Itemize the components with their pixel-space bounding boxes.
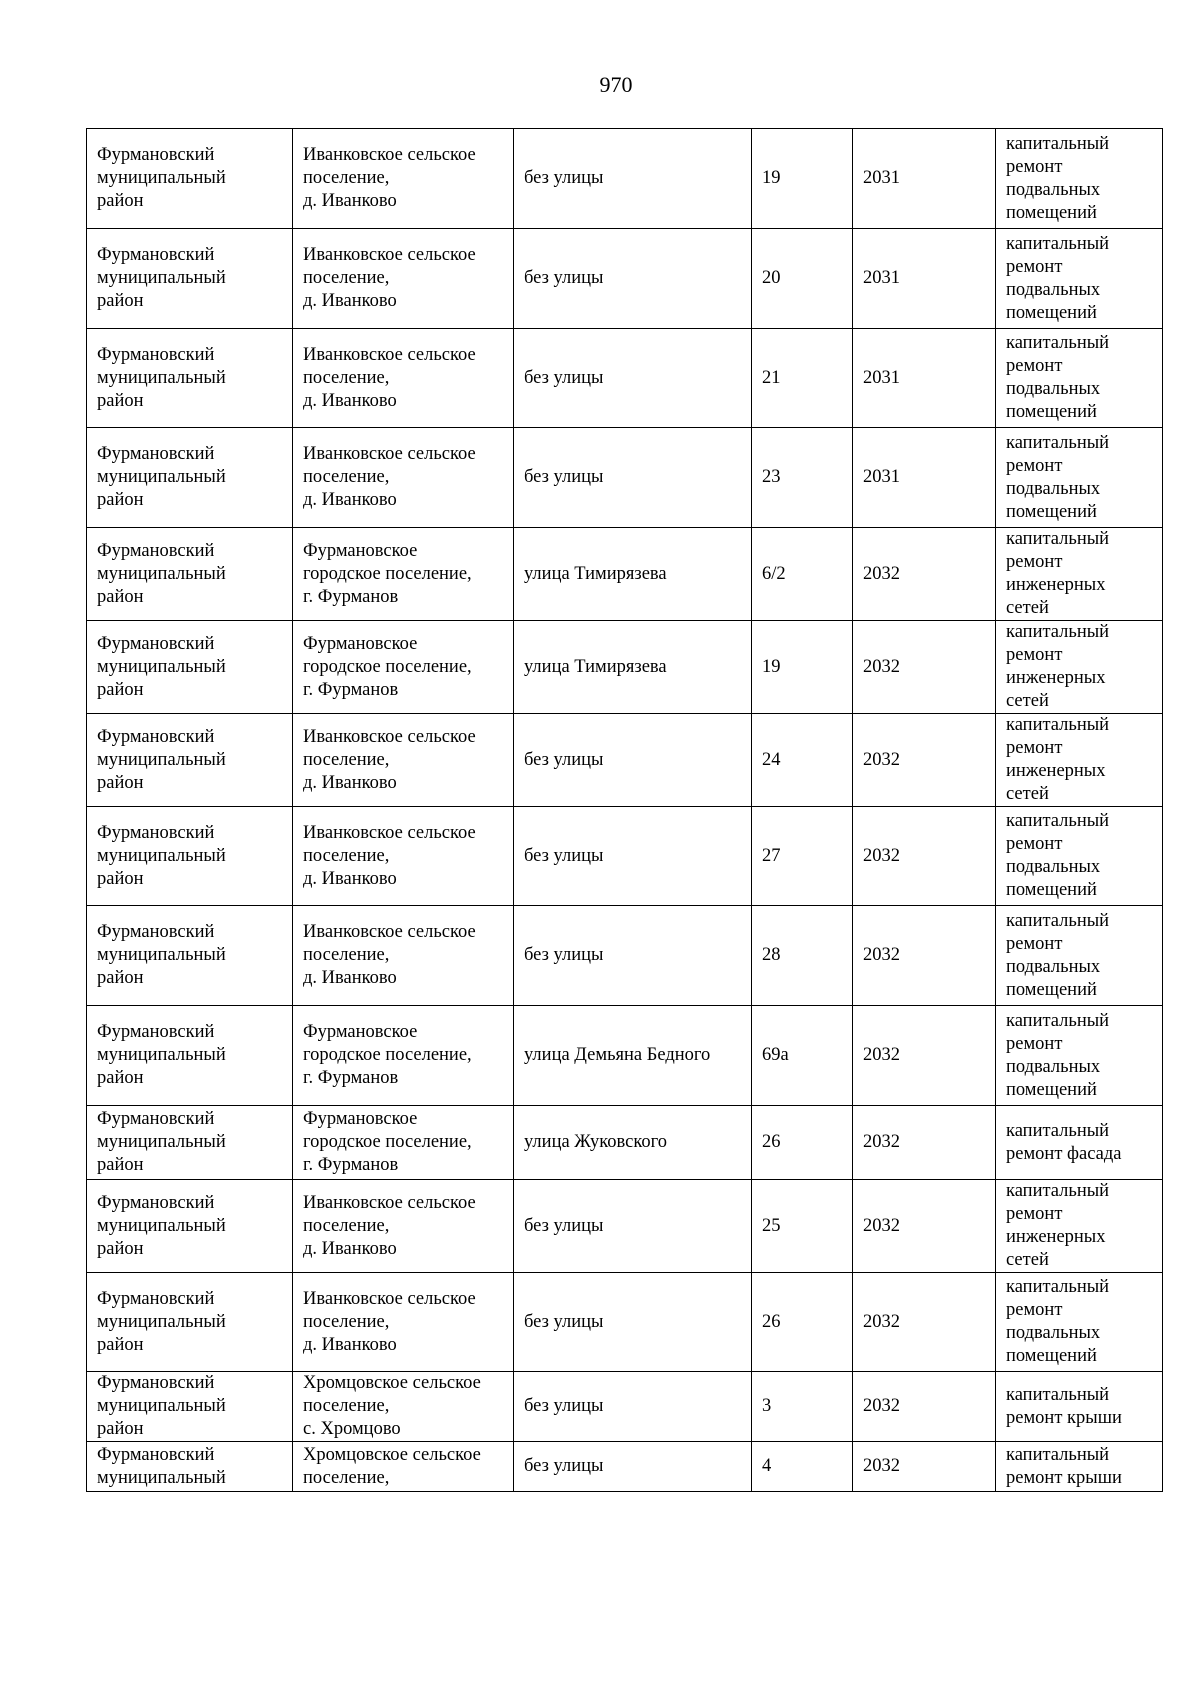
street-cell-text: без улицы (524, 367, 604, 388)
year-cell-text: 2032 (863, 1456, 900, 1476)
settlement-cell-text: Иванковское сельское поселение, д. Иванково (303, 1288, 476, 1355)
house-number-cell (752, 129, 853, 229)
street-cell-text: без улицы (524, 168, 604, 188)
street-cell-text: без улицы (524, 1311, 604, 1332)
district-cell (87, 1106, 293, 1180)
district-cell (87, 906, 293, 1006)
year-cell-text: 2032 (863, 749, 900, 770)
work-type-cell-text: капитальный ремонт подвальных помещений (1006, 1010, 1110, 1100)
work-type-cell (996, 621, 1163, 714)
settlement-cell-text: Фурмановское городское поселение, г. Фурманов (303, 1109, 472, 1175)
year-cell-text: 2032 (863, 1132, 900, 1152)
settlement-cell-text: Хромцовское сельское поселение, с. Хромцово (303, 1373, 481, 1439)
year-cell (853, 428, 996, 528)
street-cell (514, 1372, 752, 1442)
year-cell (853, 1180, 996, 1273)
street-cell (514, 807, 752, 906)
settlement-cell (293, 129, 514, 229)
district-cell-text: Фурмановский муниципальный район (97, 726, 226, 793)
house-number-cell (752, 1273, 853, 1372)
work-type-cell-text: капитальный ремонт подвальных помещений (1006, 811, 1110, 900)
street-cell-text: без улицы (524, 1215, 604, 1236)
year-cell-text: 2032 (863, 945, 900, 965)
year-cell (853, 1442, 996, 1492)
settlement-cell-text: Иванковское сельское поселение, д. Иванково (303, 726, 476, 793)
house-number-cell (752, 229, 853, 329)
work-type-cell-text: капитальный ремонт подвальных помещений (1006, 333, 1110, 422)
house-number-cell-text: 4 (762, 1456, 772, 1476)
district-cell (87, 428, 293, 528)
house-number-cell (752, 1106, 853, 1180)
settlement-cell (293, 1442, 514, 1492)
house-number-cell-text: 3 (762, 1396, 772, 1416)
district-cell-text: Фурмановский муниципальный район (97, 540, 226, 607)
house-number-cell (752, 621, 853, 714)
district-cell-text: Фурмановский муниципальный район (97, 633, 226, 700)
year-cell (853, 1273, 996, 1372)
year-cell (853, 1106, 996, 1180)
work-type-cell-text: капитальный ремонт подвальных помещений (1006, 1277, 1110, 1366)
district-cell-text: Фурмановский муниципальный район (97, 822, 226, 889)
settlement-cell-text: Фурмановское городское поселение, г. Фурманов (303, 1022, 472, 1088)
year-cell (853, 621, 996, 714)
work-type-cell-text: капитальный ремонт инженерных сетей (1006, 622, 1110, 711)
house-number-cell-text: 23 (762, 467, 781, 487)
work-type-cell-text: капитальный ремонт подвальных помещений (1006, 910, 1110, 1000)
table-row (87, 1273, 1163, 1372)
year-cell (853, 714, 996, 807)
settlement-cell-text: Фурмановское городское поселение, г. Фурманов (303, 633, 472, 700)
street-cell-text: без улицы (524, 467, 604, 487)
year-cell-text: 2032 (863, 656, 900, 677)
street-cell (514, 906, 752, 1006)
house-number-cell (752, 1180, 853, 1273)
table-row (87, 229, 1163, 329)
page-number: 970 (599, 72, 633, 97)
settlement-cell-text: Иванковское сельское поселение, д. Иванково (303, 145, 476, 211)
table-row (87, 807, 1163, 906)
district-cell-text: Фурмановский муниципальный район (97, 922, 226, 988)
table-row (87, 428, 1163, 528)
year-cell-text: 2032 (863, 1311, 900, 1332)
house-number-cell (752, 329, 853, 428)
work-type-cell (996, 229, 1163, 329)
district-cell-text: Фурмановский муниципальный (97, 1444, 226, 1488)
settlement-cell-text: Иванковское сельское поселение, д. Иванково (303, 1192, 476, 1259)
settlement-cell (293, 229, 514, 329)
work-type-cell (996, 1106, 1163, 1180)
work-type-cell (996, 807, 1163, 906)
district-cell-text: Фурмановский муниципальный район (97, 1109, 226, 1175)
work-type-cell (996, 329, 1163, 428)
work-type-cell-text: капитальный ремонт инженерных сетей (1006, 715, 1110, 804)
work-type-cell-text: капитальный ремонт фасада (1006, 1120, 1122, 1164)
district-cell (87, 229, 293, 329)
house-number-cell-text: 20 (762, 268, 781, 288)
table-row (87, 714, 1163, 807)
street-cell (514, 1273, 752, 1372)
settlement-cell (293, 1180, 514, 1273)
work-type-cell (996, 528, 1163, 621)
year-cell-text: 2032 (863, 1215, 900, 1236)
settlement-cell (293, 1273, 514, 1372)
street-cell (514, 329, 752, 428)
house-number-cell-text: 25 (762, 1215, 781, 1236)
house-number-cell-text: 69а (762, 1045, 789, 1065)
work-type-cell (996, 1180, 1163, 1273)
street-cell-text: улица Демьяна Бедного (524, 1045, 711, 1065)
work-type-cell-text: капитальный ремонт подвальных помещений (1006, 133, 1110, 223)
work-type-cell (996, 1442, 1163, 1492)
settlement-cell (293, 621, 514, 714)
year-cell (853, 129, 996, 229)
house-number-cell-text: 19 (762, 168, 781, 188)
settlement-cell (293, 1372, 514, 1442)
house-number-cell (752, 428, 853, 528)
work-type-cell-text: капитальный ремонт инженерных сетей (1006, 529, 1110, 618)
year-cell (853, 906, 996, 1006)
district-cell (87, 1372, 293, 1442)
district-cell-text: Фурмановский муниципальный район (97, 344, 226, 411)
table-row (87, 621, 1163, 714)
table-row (87, 129, 1163, 229)
settlement-cell (293, 428, 514, 528)
year-cell-text: 2031 (863, 168, 900, 188)
settlement-cell (293, 528, 514, 621)
district-cell (87, 129, 293, 229)
year-cell-text: 2031 (863, 367, 900, 388)
work-type-cell (996, 1273, 1163, 1372)
table-row (87, 1180, 1163, 1273)
table-body (87, 129, 1163, 1492)
table-row (87, 906, 1163, 1006)
year-cell (853, 1006, 996, 1106)
district-cell-text: Фурмановский муниципальный район (97, 1373, 226, 1439)
year-cell-text: 2032 (863, 845, 900, 866)
district-cell (87, 1442, 293, 1492)
settlement-cell-text: Фурмановское городское поселение, г. Фурманов (303, 540, 472, 607)
year-cell-text: 2032 (863, 1396, 900, 1416)
house-number-cell-text: 24 (762, 749, 781, 770)
year-cell-text: 2032 (863, 1045, 900, 1065)
street-cell-text: без улицы (524, 845, 604, 866)
house-number-cell-text: 6/2 (762, 563, 786, 584)
house-number-cell (752, 1372, 853, 1442)
settlement-cell (293, 714, 514, 807)
settlement-cell (293, 1106, 514, 1180)
street-cell-text: улица Тимирязева (524, 563, 667, 584)
work-type-cell (996, 906, 1163, 1006)
table-row (87, 1372, 1163, 1442)
house-number-cell-text: 21 (762, 367, 781, 388)
work-type-cell (996, 428, 1163, 528)
street-cell-text: без улицы (524, 268, 604, 288)
work-type-cell (996, 714, 1163, 807)
house-number-cell-text: 26 (762, 1311, 781, 1332)
work-type-cell (996, 1006, 1163, 1106)
house-number-cell (752, 528, 853, 621)
table-row (87, 1442, 1163, 1492)
house-number-cell-text: 26 (762, 1132, 781, 1152)
year-cell-text: 2032 (863, 563, 900, 584)
street-cell (514, 129, 752, 229)
street-cell-text: без улицы (524, 1396, 604, 1416)
settlement-cell (293, 329, 514, 428)
street-cell (514, 714, 752, 807)
house-number-cell (752, 1006, 853, 1106)
street-cell-text: без улицы (524, 1456, 604, 1476)
housing-repair-table (86, 128, 1163, 1492)
year-cell (853, 528, 996, 621)
street-cell (514, 621, 752, 714)
street-cell (514, 528, 752, 621)
house-number-cell (752, 906, 853, 1006)
year-cell-text: 2031 (863, 467, 900, 487)
table-row (87, 1106, 1163, 1180)
district-cell (87, 528, 293, 621)
street-cell (514, 1442, 752, 1492)
street-cell-text: улица Тимирязева (524, 656, 667, 677)
district-cell (87, 807, 293, 906)
district-cell-text: Фурмановский муниципальный район (97, 1192, 226, 1259)
year-cell-text: 2031 (863, 268, 900, 288)
district-cell (87, 1006, 293, 1106)
district-cell-text: Фурмановский муниципальный район (97, 444, 226, 510)
street-cell (514, 428, 752, 528)
year-cell (853, 1372, 996, 1442)
house-number-cell (752, 1442, 853, 1492)
work-type-cell (996, 129, 1163, 229)
settlement-cell-text: Хромцовское сельское поселение, (303, 1444, 481, 1488)
district-cell-text: Фурмановский муниципальный район (97, 245, 226, 311)
work-type-cell-text: капитальный ремонт крыши (1006, 1384, 1122, 1428)
work-type-cell-text: капитальный ремонт инженерных сетей (1006, 1181, 1110, 1270)
settlement-cell-text: Иванковское сельское поселение, д. Иванково (303, 922, 476, 988)
house-number-cell-text: 27 (762, 845, 781, 866)
house-number-cell (752, 714, 853, 807)
year-cell (853, 229, 996, 329)
house-number-cell-text: 19 (762, 656, 781, 677)
settlement-cell-text: Иванковское сельское поселение, д. Иванково (303, 822, 476, 889)
settlement-cell (293, 1006, 514, 1106)
work-type-cell-text: капитальный ремонт крыши (1006, 1444, 1122, 1488)
street-cell-text: без улицы (524, 945, 604, 965)
street-cell (514, 1180, 752, 1273)
street-cell (514, 1006, 752, 1106)
settlement-cell (293, 807, 514, 906)
district-cell-text: Фурмановский муниципальный район (97, 1022, 226, 1088)
district-cell (87, 1273, 293, 1372)
district-cell (87, 329, 293, 428)
settlement-cell-text: Иванковское сельское поселение, д. Иванково (303, 245, 476, 311)
table-row (87, 1006, 1163, 1106)
district-cell (87, 621, 293, 714)
street-cell (514, 1106, 752, 1180)
street-cell-text: без улицы (524, 749, 604, 770)
house-number-cell-text: 28 (762, 945, 781, 965)
work-type-cell (996, 1372, 1163, 1442)
street-cell (514, 229, 752, 329)
district-cell-text: Фурмановский муниципальный район (97, 1288, 226, 1355)
settlement-cell-text: Иванковское сельское поселение, д. Иванково (303, 444, 476, 510)
table-row (87, 528, 1163, 621)
year-cell (853, 807, 996, 906)
year-cell (853, 329, 996, 428)
table-row (87, 329, 1163, 428)
settlement-cell-text: Иванковское сельское поселение, д. Иванково (303, 344, 476, 411)
settlement-cell (293, 906, 514, 1006)
house-number-cell (752, 807, 853, 906)
district-cell (87, 714, 293, 807)
district-cell-text: Фурмановский муниципальный район (97, 145, 226, 211)
work-type-cell-text: капитальный ремонт подвальных помещений (1006, 233, 1110, 323)
street-cell-text: улица Жуковского (524, 1132, 668, 1152)
district-cell (87, 1180, 293, 1273)
work-type-cell-text: капитальный ремонт подвальных помещений (1006, 432, 1110, 522)
